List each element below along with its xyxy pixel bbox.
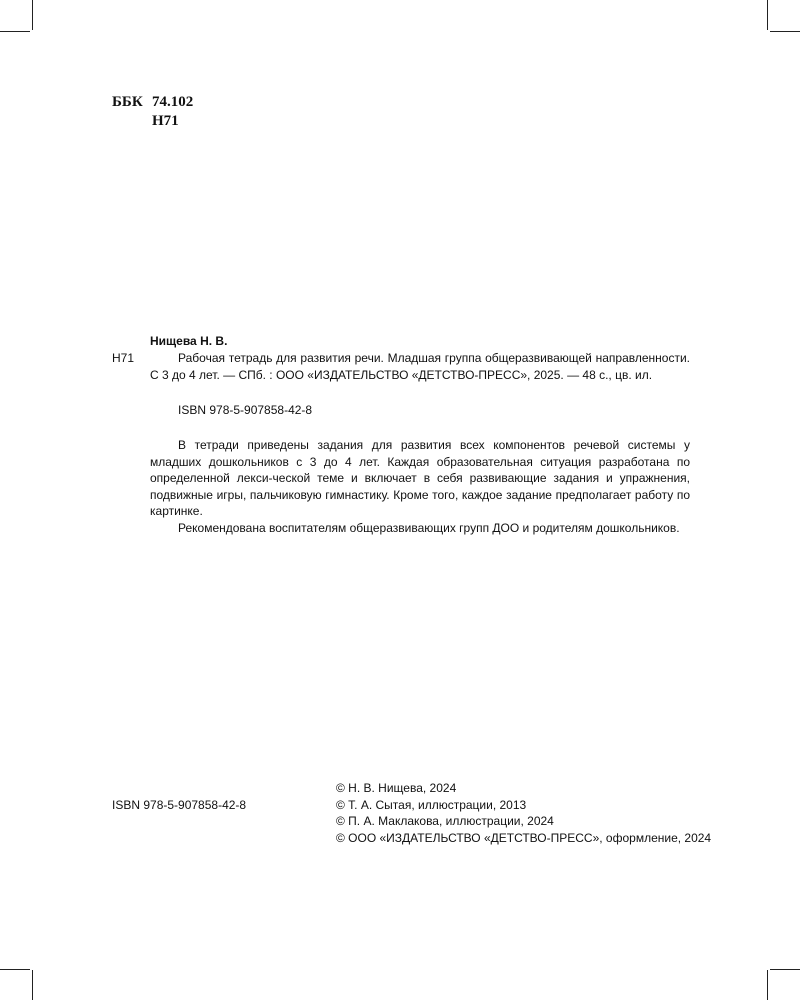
- copyright-line: © Т. А. Сытая, иллюстрации, 2013: [336, 797, 527, 812]
- copyright-line: © Н. В. Нищева, 2024: [336, 781, 457, 795]
- isbn-footer: ISBN 978-5-907858-42-8: [112, 798, 247, 812]
- crop-mark-bottom-right: [767, 970, 768, 1000]
- copyright-list: [336, 780, 711, 846]
- bbk-code: 74.102: [152, 94, 194, 110]
- crop-mark-bottom-left-h: [0, 969, 30, 970]
- bbk-author-mark: Н71: [152, 113, 179, 129]
- copyright-line: © П. А. Маклакова, иллюстрации, 2024: [336, 814, 554, 828]
- book-description: Рабочая тетрадь для развития речи. Младшая группа общеразвивающей направленности. С 3 до 4 лет. — СПб. : ООО «ИЗДАТЕЛЬСТВО «ДЕТСТВО-ПРЕСС», 2025. — 48 с., цв. ил.: [150, 351, 690, 382]
- isbn-record: ISBN 978-5-907858-42-8: [178, 403, 313, 417]
- bbk-label: ББК: [112, 94, 143, 110]
- crop-mark-top-left-h: [0, 31, 30, 32]
- copyright-line: © ООО «ИЗДАТЕЛЬСТВО «ДЕТСТВО-ПРЕСС», оформление, 2024: [336, 830, 712, 845]
- annotation: [150, 437, 690, 536]
- crop-mark-bottom-right-h: [770, 969, 800, 970]
- crop-mark-top-left: [32, 0, 33, 30]
- annotation-paragraph: В тетради приведены задания для развития всех компонентов речевой системы у младших дошкольников с 3 до 4 лет. Каждая образовательная ситуация разработана по определенной лекси-ческой теме и включает в себя развивающие задания и упражнения, подвижные игры, пальчиковую гимнастику. Кроме того, каждое задание предполагает работу по картинке.: [150, 438, 690, 518]
- crop-mark-bottom-left: [32, 970, 33, 1000]
- annotation-paragraph: Рекомендована воспитателям общеразвивающих групп ДОО и родителям дошкольников.: [178, 520, 680, 535]
- crop-mark-top-right: [767, 0, 768, 30]
- bbk-block: [112, 93, 193, 131]
- author-name: Нищева Н. В.: [150, 334, 228, 348]
- crop-mark-top-right-h: [770, 31, 800, 32]
- bbk-line: [112, 93, 193, 112]
- author-mark-code: Н71: [112, 351, 135, 365]
